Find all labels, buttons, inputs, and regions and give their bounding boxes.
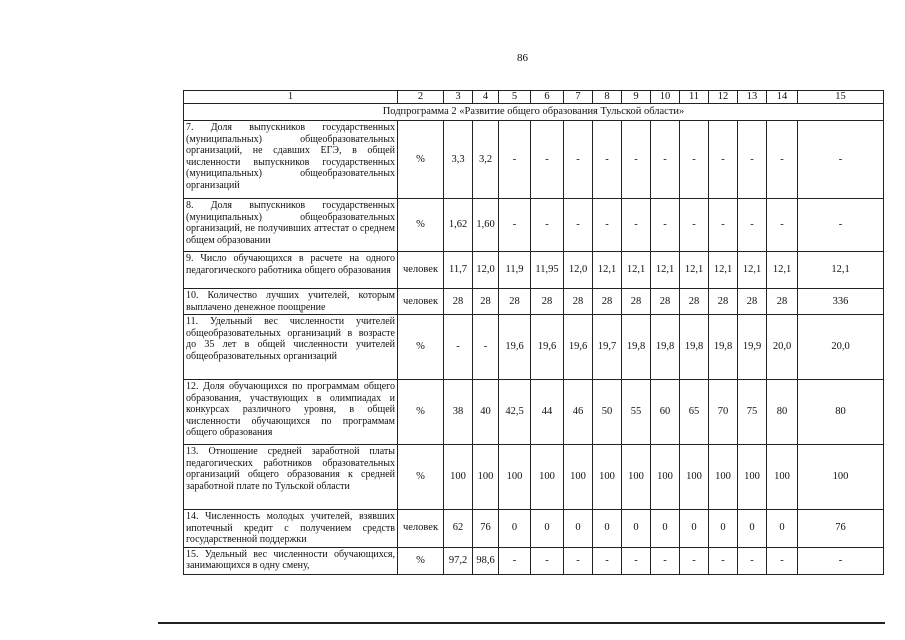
- indicator-name: 10. Количество лучших учителей, которым выплачено денежное поощрение: [184, 289, 398, 315]
- indicator-unit: человек: [398, 252, 444, 289]
- column-number: 8: [593, 91, 622, 104]
- indicator-value: 65: [680, 380, 709, 445]
- indicator-value: -: [651, 121, 680, 199]
- indicator-value: -: [767, 121, 798, 199]
- indicator-value: 20,0: [798, 315, 884, 380]
- indicator-value: -: [651, 199, 680, 252]
- indicator-value: 70: [709, 380, 738, 445]
- column-number: 4: [473, 91, 499, 104]
- indicator-value: -: [564, 199, 593, 252]
- indicator-unit: человек: [398, 510, 444, 548]
- table-row: [184, 445, 884, 510]
- indicator-value: 100: [738, 445, 767, 510]
- indicator-value: 28: [709, 289, 738, 315]
- indicator-value: 12,0: [564, 252, 593, 289]
- indicator-value: 28: [564, 289, 593, 315]
- indicator-value: 75: [738, 380, 767, 445]
- indicator-value: 11,95: [531, 252, 564, 289]
- indicator-value: 42,5: [499, 380, 531, 445]
- indicator-value: -: [680, 121, 709, 199]
- indicator-value: 19,6: [564, 315, 593, 380]
- indicator-value: 100: [651, 445, 680, 510]
- indicator-name: 13. Отношение средней заработной платы педагогических работников образовательных организаций общего образования к средней заработной плате по Тульской области: [184, 445, 398, 510]
- indicator-value: -: [444, 315, 473, 380]
- indicator-value: -: [738, 121, 767, 199]
- indicator-value: -: [738, 199, 767, 252]
- indicator-value: 46: [564, 380, 593, 445]
- indicator-value: 19,7: [593, 315, 622, 380]
- indicator-value: -: [531, 121, 564, 199]
- indicator-value: 76: [473, 510, 499, 548]
- indicator-value: -: [564, 121, 593, 199]
- column-number: 2: [398, 91, 444, 104]
- indicator-value: 0: [767, 510, 798, 548]
- indicator-value: 100: [499, 445, 531, 510]
- indicator-unit: %: [398, 315, 444, 380]
- indicator-value: 12,1: [738, 252, 767, 289]
- indicator-value: 0: [593, 510, 622, 548]
- indicator-value: 0: [531, 510, 564, 548]
- indicator-value: -: [564, 547, 593, 574]
- table-row: [184, 315, 884, 380]
- indicator-value: 28: [680, 289, 709, 315]
- indicator-value: -: [622, 547, 651, 574]
- indicator-value: -: [499, 121, 531, 199]
- indicator-value: 100: [798, 445, 884, 510]
- indicator-value: 100: [444, 445, 473, 510]
- indicator-value: 28: [444, 289, 473, 315]
- indicator-value: 3,2: [473, 121, 499, 199]
- indicator-value: 28: [738, 289, 767, 315]
- table-row: [184, 380, 884, 445]
- column-number: 12: [709, 91, 738, 104]
- indicator-value: 28: [593, 289, 622, 315]
- indicators-table: [183, 90, 884, 575]
- table-row: [184, 199, 884, 252]
- indicator-value: 19,6: [499, 315, 531, 380]
- indicator-value: 1,60: [473, 199, 499, 252]
- column-number-row: [184, 91, 884, 104]
- indicator-value: 100: [473, 445, 499, 510]
- indicator-value: 50: [593, 380, 622, 445]
- indicator-value: -: [709, 121, 738, 199]
- indicator-value: 0: [680, 510, 709, 548]
- indicator-value: 0: [499, 510, 531, 548]
- table-row: [184, 252, 884, 289]
- indicator-value: 19,9: [738, 315, 767, 380]
- indicator-value: -: [499, 199, 531, 252]
- subprogram-row: [184, 104, 884, 121]
- column-number: 7: [564, 91, 593, 104]
- indicator-value: 12,1: [593, 252, 622, 289]
- indicator-value: 44: [531, 380, 564, 445]
- column-number: 11: [680, 91, 709, 104]
- indicator-value: 12,1: [767, 252, 798, 289]
- indicator-value: -: [709, 199, 738, 252]
- indicator-unit: %: [398, 547, 444, 574]
- indicator-name: 15. Удельный вес численности обучающихся, занимающихся в одну смену,: [184, 547, 398, 574]
- indicator-value: 12,1: [798, 252, 884, 289]
- indicator-value: 12,1: [680, 252, 709, 289]
- indicator-value: 100: [564, 445, 593, 510]
- indicator-value: 98,6: [473, 547, 499, 574]
- indicator-value: 28: [622, 289, 651, 315]
- indicator-value: 12,1: [709, 252, 738, 289]
- indicator-value: 20,0: [767, 315, 798, 380]
- indicator-name: 9. Число обучающихся в расчете на одного педагогического работника общего образования: [184, 252, 398, 289]
- column-number: 10: [651, 91, 680, 104]
- indicator-value: -: [499, 547, 531, 574]
- indicator-value: 38: [444, 380, 473, 445]
- indicator-value: 1,62: [444, 199, 473, 252]
- indicator-value: -: [738, 547, 767, 574]
- indicator-value: -: [767, 547, 798, 574]
- indicator-value: 12,1: [622, 252, 651, 289]
- indicator-value: -: [473, 315, 499, 380]
- indicator-value: 19,8: [680, 315, 709, 380]
- column-number: 3: [444, 91, 473, 104]
- indicator-value: -: [593, 121, 622, 199]
- indicator-value: 100: [680, 445, 709, 510]
- indicator-value: -: [593, 199, 622, 252]
- indicator-value: 60: [651, 380, 680, 445]
- indicator-value: 12,1: [651, 252, 680, 289]
- indicator-value: 80: [798, 380, 884, 445]
- indicator-value: 0: [564, 510, 593, 548]
- indicator-value: 28: [767, 289, 798, 315]
- indicator-value: 0: [709, 510, 738, 548]
- column-number: 15: [798, 91, 884, 104]
- indicator-unit: %: [398, 445, 444, 510]
- indicator-value: -: [531, 199, 564, 252]
- indicator-value: -: [798, 199, 884, 252]
- indicator-value: 62: [444, 510, 473, 548]
- indicator-value: 11,7: [444, 252, 473, 289]
- indicator-name: 7. Доля выпускников государственных (муниципальных) общеобразовательных организаций, не сдавших ЕГЭ, в общей численности выпускников государственных (муниципальных) общеобразовательных организаций: [184, 121, 398, 199]
- indicator-value: 28: [531, 289, 564, 315]
- indicator-value: -: [767, 199, 798, 252]
- indicator-value: -: [680, 547, 709, 574]
- indicator-unit: %: [398, 199, 444, 252]
- indicator-value: -: [593, 547, 622, 574]
- indicator-value: -: [798, 547, 884, 574]
- indicator-value: -: [622, 199, 651, 252]
- page-number: 86: [517, 52, 528, 64]
- indicator-value: -: [680, 199, 709, 252]
- indicator-value: 100: [709, 445, 738, 510]
- column-number: 5: [499, 91, 531, 104]
- bottom-rule: [158, 622, 885, 624]
- indicator-value: 40: [473, 380, 499, 445]
- indicator-value: -: [798, 121, 884, 199]
- indicator-value: -: [651, 547, 680, 574]
- column-number: 14: [767, 91, 798, 104]
- indicator-value: 19,8: [651, 315, 680, 380]
- indicator-value: -: [709, 547, 738, 574]
- indicator-value: 76: [798, 510, 884, 548]
- indicator-value: 100: [622, 445, 651, 510]
- indicator-unit: %: [398, 121, 444, 199]
- indicator-value: 100: [531, 445, 564, 510]
- indicator-value: 19,8: [622, 315, 651, 380]
- indicator-value: 97,2: [444, 547, 473, 574]
- table-row: [184, 547, 884, 574]
- indicator-name: 8. Доля выпускников государственных (муниципальных) общеобразовательных организаций, не получивших аттестат о среднем общем образовании: [184, 199, 398, 252]
- column-number: 13: [738, 91, 767, 104]
- indicator-value: -: [531, 547, 564, 574]
- indicator-unit: человек: [398, 289, 444, 315]
- table-row: [184, 510, 884, 548]
- indicator-value: 336: [798, 289, 884, 315]
- indicator-value: 100: [593, 445, 622, 510]
- indicator-value: 0: [622, 510, 651, 548]
- subprogram-title: Подпрограмма 2 «Развитие общего образования Тульской области»: [184, 104, 884, 121]
- indicator-value: 28: [473, 289, 499, 315]
- indicator-value: 28: [499, 289, 531, 315]
- indicator-value: 19,6: [531, 315, 564, 380]
- indicator-value: 19,8: [709, 315, 738, 380]
- column-number: 6: [531, 91, 564, 104]
- table-row: [184, 289, 884, 315]
- indicator-value: 3,3: [444, 121, 473, 199]
- indicator-value: 55: [622, 380, 651, 445]
- indicator-name: 11. Удельный вес численности учителей общеобразовательных организаций в возрасте до 35 лет в общей численности учителей общеобразовательных организаций: [184, 315, 398, 380]
- indicator-value: 100: [767, 445, 798, 510]
- indicator-value: 12,0: [473, 252, 499, 289]
- column-number: 9: [622, 91, 651, 104]
- indicator-unit: %: [398, 380, 444, 445]
- indicator-value: 28: [651, 289, 680, 315]
- indicator-value: 0: [651, 510, 680, 548]
- indicator-value: 80: [767, 380, 798, 445]
- indicator-name: 12. Доля обучающихся по программам общего образования, участвующих в олимпиадах и конкурсах различного уровня, в общей численности обучающихся по программам общего образования: [184, 380, 398, 445]
- indicator-value: -: [622, 121, 651, 199]
- indicator-value: 11,9: [499, 252, 531, 289]
- indicator-value: 0: [738, 510, 767, 548]
- column-number: 1: [184, 91, 398, 104]
- indicator-name: 14. Численность молодых учителей, взявших ипотечный кредит с получением средств государственной поддержки: [184, 510, 398, 548]
- table-row: [184, 121, 884, 199]
